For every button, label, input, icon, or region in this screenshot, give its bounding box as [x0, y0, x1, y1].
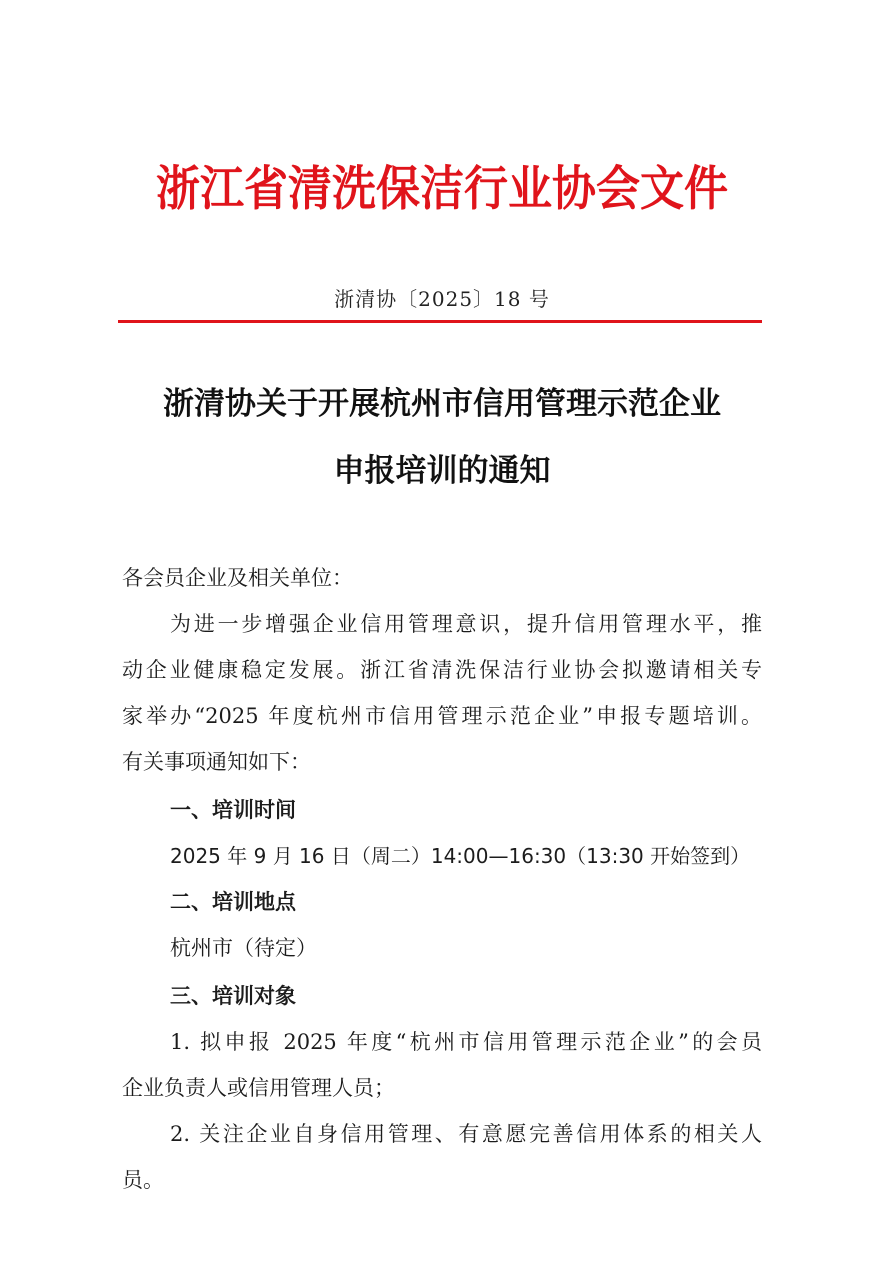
audience-item-1-line-2: 企业负责人或信用管理人员；: [122, 1076, 395, 1100]
intro-line-2: 动企业健康稳定发展。浙江省清洗保洁行业协会拟邀请相关专: [122, 658, 762, 682]
document-number: 浙清协〔2025〕18 号: [334, 287, 550, 311]
audience-item-2-line-2: 员。: [122, 1168, 164, 1192]
salutation: 各会员企业及相关单位：: [122, 566, 353, 590]
section-heading-audience: 三、培训对象: [170, 984, 296, 1008]
audience-item-2-line-1: 2. 关注企业自身信用管理、有意愿完善信用体系的相关人: [170, 1122, 762, 1146]
audience-item-1-line-1: 1. 拟申报 2025 年度“杭州市信用管理示范企业”的会员: [170, 1030, 762, 1054]
training-location: 杭州市（待定）: [170, 936, 317, 960]
notice-title-line-2: 申报培训的通知: [333, 453, 551, 489]
org-header-title: 浙江省清洗保洁行业协会文件: [156, 161, 728, 217]
header-divider: [118, 320, 762, 323]
section-heading-location: 二、培训地点: [170, 890, 296, 914]
intro-line-4: 有关事项通知如下：: [122, 750, 311, 774]
intro-line-1: 为进一步增强企业信用管理意识，提升信用管理水平，推: [170, 612, 762, 636]
section-heading-time: 一、培训时间: [170, 798, 296, 822]
intro-line-3: 家举办“2025 年度杭州市信用管理示范企业”申报专题培训。: [122, 704, 762, 728]
notice-title-line-1: 浙清协关于开展杭州市信用管理示范企业: [163, 386, 721, 422]
training-time: 2025 年 9 月 16 日（周二）14:00—16:30（13:30 开始签到）: [170, 844, 751, 868]
